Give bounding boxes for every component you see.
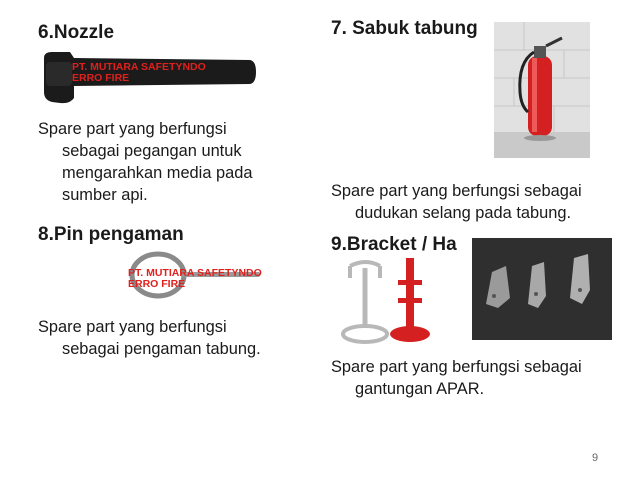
bracket-stands-image (336, 254, 472, 346)
nozzle-desc-rest: sebagai pegangan untuk mengarahkan media pada sumber api. (62, 142, 253, 204)
nozzle-watermark-line2: ERRO FIRE (72, 72, 130, 84)
pin-image (128, 250, 262, 300)
bracket-stands-graphic (336, 254, 472, 346)
nozzle-description (38, 118, 278, 206)
pin-desc-first: Spare part yang berfungsi (38, 318, 227, 336)
bracket-desc-rest: gantungan APAR. (355, 380, 485, 398)
bracket-heading: 9.Bracket / Ha (331, 234, 457, 255)
belt-desc-rest: dudukan selang pada tabung. (355, 204, 571, 222)
extinguisher-graphic (494, 22, 590, 158)
nozzle-watermark-line1: PT. MUTIARA SAFETYNDO (72, 61, 206, 73)
belt-heading: 7. Sabuk tabung (331, 18, 478, 39)
pin-watermark-line2: ERRO FIRE (128, 278, 186, 290)
pin-heading: 8.Pin pengaman (38, 224, 184, 245)
nozzle-heading: 6.Nozzle (38, 22, 115, 43)
wall-brackets-photo (472, 238, 612, 340)
wall-brackets-graphic (472, 238, 612, 340)
bracket-description (331, 356, 621, 400)
extinguisher-photo (494, 22, 590, 158)
pin-watermark-line1: PT. MUTIARA SAFETYNDO (128, 267, 262, 279)
pin-desc-rest: sebagai pengaman tabung. (62, 340, 261, 358)
page-number: 9 (592, 452, 599, 464)
belt-desc-first: Spare part yang berfungsi sebagai (331, 182, 582, 200)
nozzle-desc-first: Spare part yang berfungsi (38, 120, 227, 138)
pin-description (38, 316, 288, 360)
nozzle-image (40, 48, 258, 106)
bracket-desc-first: Spare part yang berfungsi sebagai (331, 358, 582, 376)
belt-description (331, 180, 621, 224)
